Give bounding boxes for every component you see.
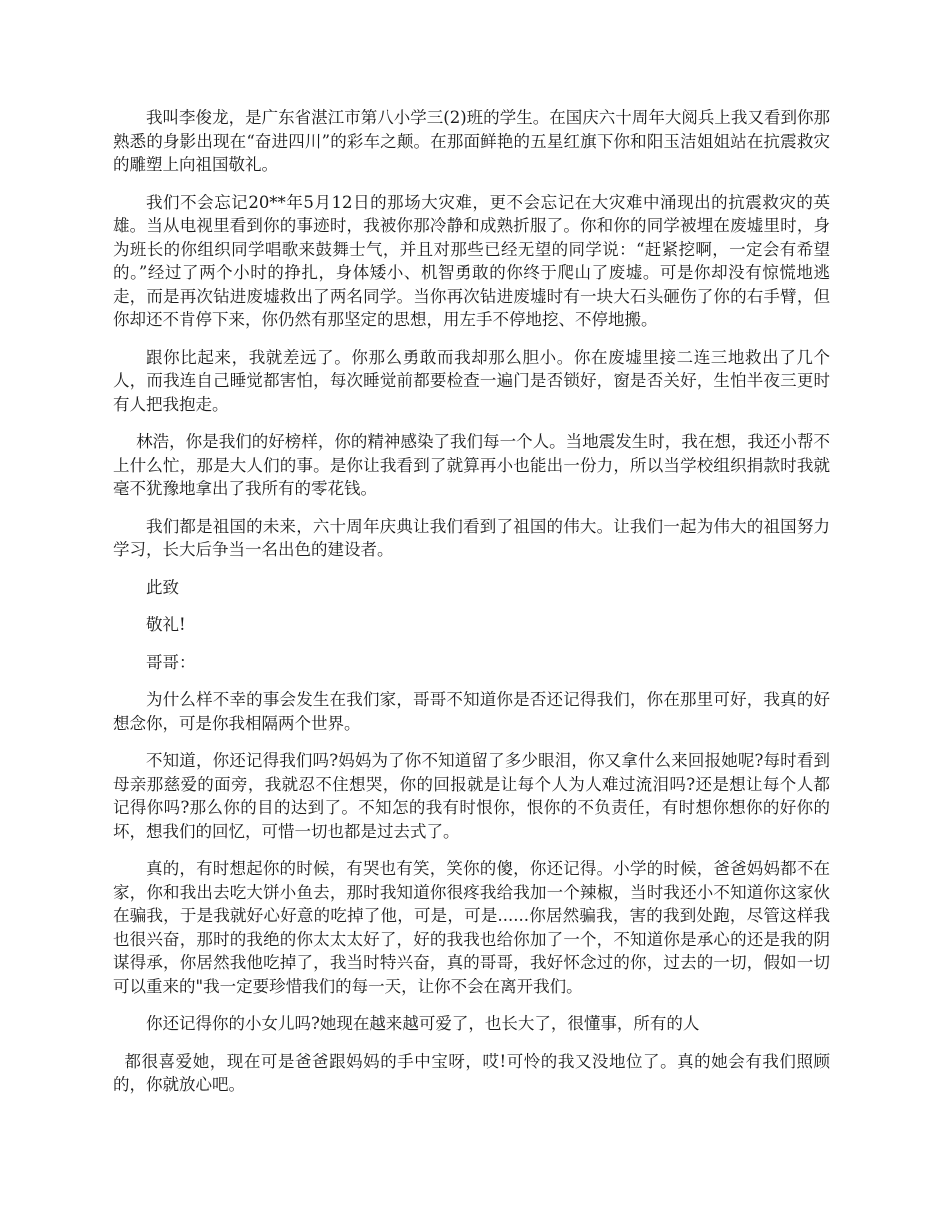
paragraph-intro: 我叫李俊龙，是广东省湛江市第八小学三(2)班的学生。在国庆六十周年大阅兵上我又看到你那熟悉的身影出现在“奋进四川”的彩车之颠。在那面鲜艳的五星红旗下你和阳玉洁姐姐站在抗震救灾的雕塑上向祖国敬礼。 bbox=[113, 108, 830, 174]
paragraph-daughter: 你还记得你的小女儿吗?她现在越来越可爱了，也长大了，很懂事，所有的人 bbox=[146, 1014, 700, 1033]
paragraph-role-model: 林浩，你是我们的好榜样，你的精神感染了我们每一个人。当地震发生时，我在想，我还小帮不上什么忙，那是大人们的事。是你让我看到了就算再小也能出一份力，所以当学校组织捐款时我就毫不犹豫地拿出了我所有的零花钱。 bbox=[113, 432, 830, 498]
paragraph-earthquake: 我们不会忘记20**年5月12日的那场大灾难，更不会忘记在大灾难中涌现出的抗震救灾的英雄。当从电视里看到你的事迹时，我被你那冷静和成熟折服了。你和你的同学被埋在废墟里时，身为班长的你组织同学唱歌来鼓舞士气，并且对那些已经无望的同学说：“赶紧挖啊，一定会有希望的。”经过了两个小时的挣扎，身体矮小、机智勇敢的你终于爬山了废墟。可是你却没有惊慌地逃走，而是再次钻进废墟救出了两名同学。当你再次钻进废墟时有一块大石头砸伤了你的右手臂，但你却还不肯停下来，你仍然有那坚定的思想，用左手不停地挖、不停地搬。 bbox=[113, 192, 830, 329]
paragraph-missing-brother: 为什么样不幸的事会发生在我们家，哥哥不知道你是否还记得我们，你在那里可好，我真的好想念你，可是你我相隔两个世界。 bbox=[113, 690, 830, 733]
paragraph-memories: 真的，有时想起你的时候，有哭也有笑，笑你的傻，你还记得。小学的时候，爸爸妈妈都不在家，你和我出去吃大饼小鱼去，那时我知道你很疼我给我加一个辣椒，当时我还小不知道你这家伙在骗我，于是我就好心好意的吃掉了他，可是，可是......你居然骗我，害的我到处跑，尽管这样我也很兴奋，那时的我绝的你太太太好了，好的我我也给你加了一个，不知道你是承心的还是我的阴谋得承，你居然我他吃掉了，我当时特兴奋，真的哥哥，我好怀念过的你，过去的一切，假如一切可以重来的"我一定要珍惜我们的每一天，让你不会在离开我们。 bbox=[113, 859, 830, 996]
paragraph-remember: 不知道，你还记得我们吗?妈妈为了你不知道留了多少眼泪，你又拿什么来回报她呢?每时看到母亲那慈爱的面旁，我就忍不住想哭，你的回报就是让每个人为人难过流泪吗?还是想让每个人都记得你吗?那么你的目的达到了。不知怎的我有时恨你，恨你的不负责任，有时想你想你的好你的坏，想我们的回忆，可惜一切也都是过去式了。 bbox=[113, 751, 830, 841]
closing-regards: 敬礼! bbox=[146, 615, 186, 634]
paragraph-ending: 都很喜爱她，现在可是爸爸跟妈妈的手中宝呀，哎!可怜的我又没地位了。真的她会有我们照顾的，你就放心吧。 bbox=[113, 1051, 830, 1094]
closing-salutation: 此致 bbox=[146, 577, 179, 597]
paragraph-comparison: 跟你比起来，我就差远了。你那么勇敢而我却那么胆小。你在废墟里接二连三地救出了几个人，而我连自己睡觉都害怕，每次睡觉前都要检查一遍门是否锁好，窗是否关好，生怕半夜三更时有人把我抱走。 bbox=[113, 347, 830, 414]
letter-greeting: 哥哥： bbox=[146, 652, 196, 672]
paragraph-future: 我们都是祖国的未来，六十周年庆典让我们看到了祖国的伟大。让我们一起为伟大的祖国努力学习，长大后争当一名出色的建设者。 bbox=[113, 516, 830, 559]
